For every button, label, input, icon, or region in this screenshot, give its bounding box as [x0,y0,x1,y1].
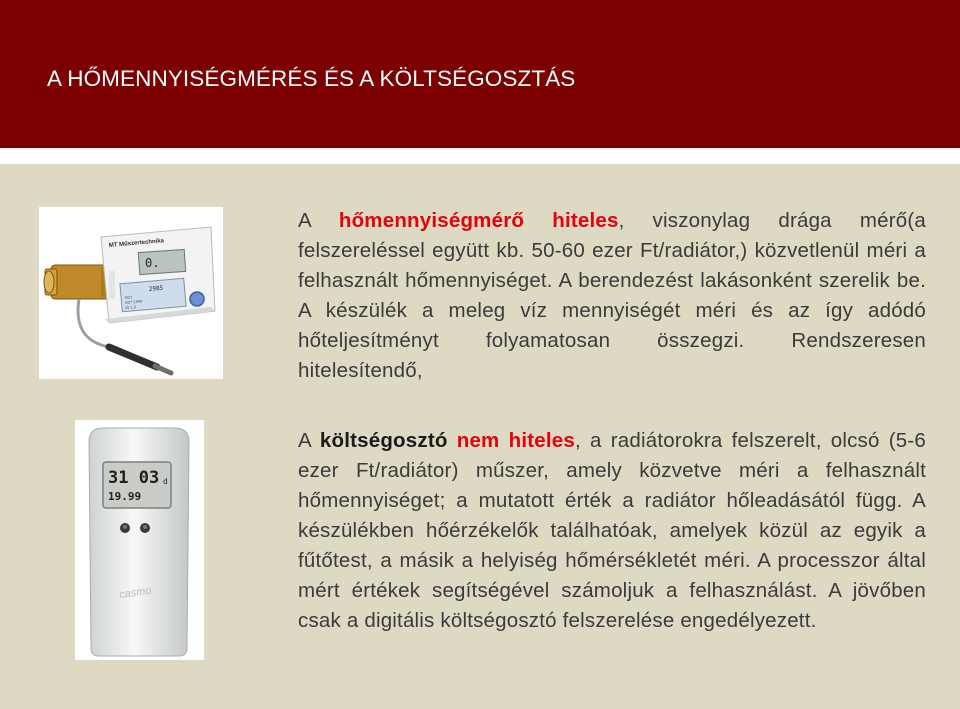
para2-text-1: A [298,429,320,452]
para2-text-2 [448,429,457,452]
heat-meter-icon [39,207,223,379]
slide-title: A HŐMENNYISÉGMÉRÉS ÉS A KÖLTSÉGOSZTÁS [47,66,576,91]
meter-plate-line-3: 15 1,5 [124,305,137,310]
para2-text-3: , a radiátorokra felszerelt, olcsó (5-6 ezer Ft/radiátor) műszer, amely közvetve méri a felhasznált hőmennyiséget; a mutatott érték a radiátor hőleadásától függ. A készülékben hőérzékelők találhatóak, amelyek közül az egyik a fűtőtest, a másik a helyiség hőmérsékletét méri. A processzor által mért értékek segítségével számoljuk a felhasználást. A jövőben csak a digitális költségosztó felszerelése engedélyezett. [298,429,926,632]
para1-highlight-heat-meter: hőmennyiségmérő [338,209,525,232]
meter-plate-code: 2985 [148,284,164,293]
cost-allocator-paragraph [298,426,926,636]
meter-button-icon [190,292,204,306]
allocator-lcd-unit: d [163,477,168,486]
allocator-lcd-line-1: 31 03 [108,468,160,488]
para1-text-3: , viszonylag drága mérő(a felszereléssel együtt kb. 50-60 ezer Ft/radiátor,) közvetlenül méri a felhasznált hőmennyiséget. A berendezést lakásonként szerelik be. A készülék a meleg víz mennyiségét méri és az így adódó hőteljesítményt folyamatosan összegzi. Rendszeresen hitelesítendő, [298,209,926,382]
para1-highlight-certified: hiteles [552,209,619,232]
para2-highlight-cost-allocator: költségosztó [319,429,448,452]
para2-highlight-not-certified: nem hiteles [456,429,575,452]
heat-meter-photo [39,207,223,379]
heat-cost-allocator-icon [75,420,204,660]
meter-plate-line-2: HDT 1990 [124,299,143,305]
para1-text-2 [524,209,552,232]
allocator-brand: casmo [118,584,153,602]
cost-allocator-photo [75,420,204,660]
heat-meter-paragraph [298,206,926,386]
meter-lcd-value: 0. [145,256,160,270]
para1-text-1: A [298,209,339,232]
allocator-lcd-line-2: 19.99 [108,490,142,503]
meter-plate-line-1: M27 [124,295,133,300]
meter-brand: MT Műszertechnika [108,238,165,249]
